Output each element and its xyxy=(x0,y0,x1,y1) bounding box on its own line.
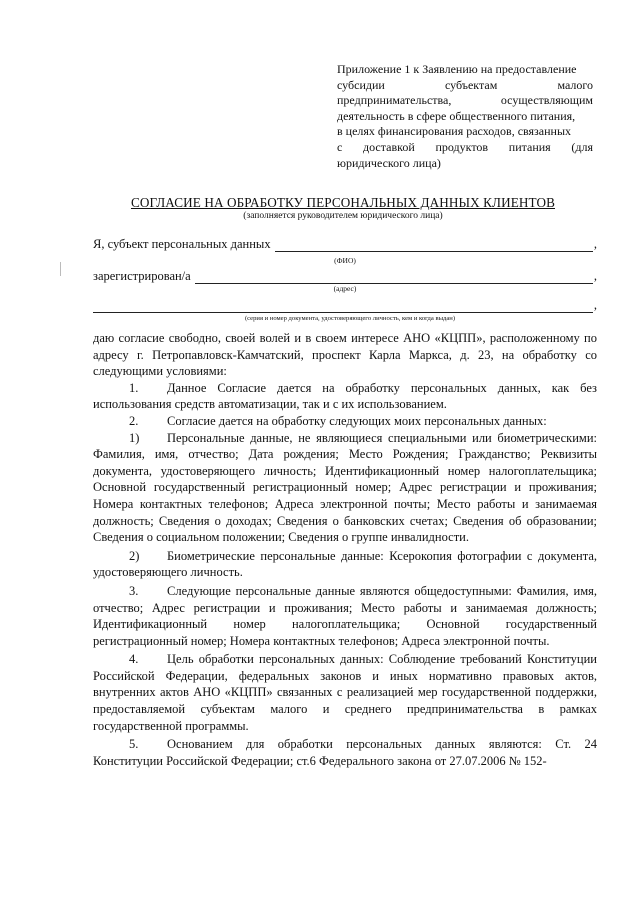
appendix-word: питания xyxy=(508,139,551,154)
appendix-line xyxy=(337,78,593,94)
passport-blank-line[interactable] xyxy=(93,300,593,313)
clause-4 xyxy=(93,651,597,734)
passport-hint: (серия и номер документа, удостоверяющего личность, кем и когда выдан) xyxy=(244,315,456,322)
clause-text: Цель обработки персональных данных: Соблюдение требований Конституции Российской Федерации, федеральных законов и иных нормативно правовых актов, внутренних актов АНО «КЦПП» связанных с реализацией мер государственной поддержки, предоставляемой субъектам малого и среднего предпринимательства в рамках государственной программы. xyxy=(93,652,597,733)
document-subtitle: (заполняется руководителем юридического лица) xyxy=(243,211,443,221)
address-hint: (адрес) xyxy=(333,284,357,293)
clause-text: Персональные данные, не являющиеся специальными или биометрическими: Фамилия, имя, отчество; Дата рождения; Место Рождения; Гражданство; Реквизиты документа, удостоверяющего личность; Идентификационный номер налогоплательщика; Основной государственный регистрационный номер; Адрес регистрации и проживания; Номера контактных телефонов; Адреса электронной почты; Место работы и занимаемая должность; Сведения о доходах; Сведения о банковских счетах; Сведения об образовании; Сведения о социальном положении; Сведения о группе инвалидности. xyxy=(93,430,597,545)
consent-body xyxy=(93,330,597,769)
comma: , xyxy=(593,269,597,283)
clause-number: 5. xyxy=(129,737,139,752)
appendix-line xyxy=(337,93,593,109)
registration-field[interactable] xyxy=(93,268,597,284)
appendix-word: малого xyxy=(557,77,593,92)
clause-text: Согласие дается на обработку следующих моих персональных данных: xyxy=(167,413,547,428)
clause-number: 2. xyxy=(129,413,139,428)
appendix-word: осуществляющим xyxy=(500,93,593,108)
clause-text: Биометрические персональные данные: Ксерокопия фотографии с документа, удостоверяющего личность. xyxy=(93,548,597,580)
appendix-word: субсидии xyxy=(337,77,385,92)
appendix-line xyxy=(337,140,593,156)
clause-number: 3. xyxy=(129,583,139,598)
fio-hint: (ФИО) xyxy=(334,256,356,265)
clause-number: 4. xyxy=(129,652,139,667)
appendix-line: Приложение 1 к Заявлению на предоставление xyxy=(337,62,577,76)
address-blank-line[interactable] xyxy=(195,271,593,284)
clause-text: Следующие персональные данные являются общедоступными: Фамилия, имя, отчество; Адрес регистрации и проживания; Место работы и занимаемая должность; Идентификационный номер налогоплательщика; Основной государственный регистрационный номер; Номера контактных телефонов; Адреса электронной почты. xyxy=(93,583,597,648)
comma: , xyxy=(593,237,597,251)
appendix-word: субъектам xyxy=(444,77,498,92)
intro-paragraph: даю согласие свободно, своей волей и в своем интересе АНО «КЦПП», расположенному по адресу г. Петропавловск-Камчатский, проспект Карла Маркса, д. 23, на обработку со следующими условиями: xyxy=(93,331,597,379)
subject-label: Я, субъект персональных данных xyxy=(93,237,271,251)
registered-label: зарегистрирован/а xyxy=(93,269,191,283)
clause-3 xyxy=(93,583,597,649)
document-title: СОГЛАСИЕ НА ОБРАБОТКУ ПЕРСОНАЛЬНЫХ ДАННЫХ КЛИЕНТОВ xyxy=(130,195,555,210)
appendix-word: предпринимательства, xyxy=(337,93,452,108)
clause-text: Данное Согласие дается на обработку персональных данных, как без использования средств автоматизации, так и с их использованием. xyxy=(93,380,597,412)
appendix-word: с xyxy=(337,139,343,154)
passport-field[interactable] xyxy=(93,297,597,313)
subject-name-field[interactable] xyxy=(93,236,597,252)
clause-text: Основанием для обработки персональных данных являются: Ст. 24 Конституции Российской Федерации; ст.6 Федерального закона от 27.07.2006 № 152- xyxy=(93,737,597,768)
scan-mark xyxy=(60,262,61,276)
fio-blank-line[interactable] xyxy=(275,239,593,252)
appendix-line: в целях финансирования расходов, связанных xyxy=(337,124,572,139)
comma: , xyxy=(593,298,597,312)
clause-number: 1. xyxy=(129,380,139,395)
clause-2-1 xyxy=(93,430,597,546)
appendix-word: доставкой xyxy=(363,139,415,154)
appendix-line: юридического лица) xyxy=(337,155,441,170)
appendix-note xyxy=(337,62,593,171)
appendix-word: (для xyxy=(571,139,593,154)
clause-number: 2) xyxy=(129,548,140,563)
clause-5 xyxy=(93,736,597,769)
clause-1 xyxy=(93,380,597,413)
clause-2 xyxy=(93,413,597,430)
clause-number: 1) xyxy=(129,430,140,445)
appendix-line: деятельность в сфере общественного питания, xyxy=(337,108,576,123)
clause-2-2 xyxy=(93,548,597,581)
appendix-word: продуктов xyxy=(435,139,489,154)
